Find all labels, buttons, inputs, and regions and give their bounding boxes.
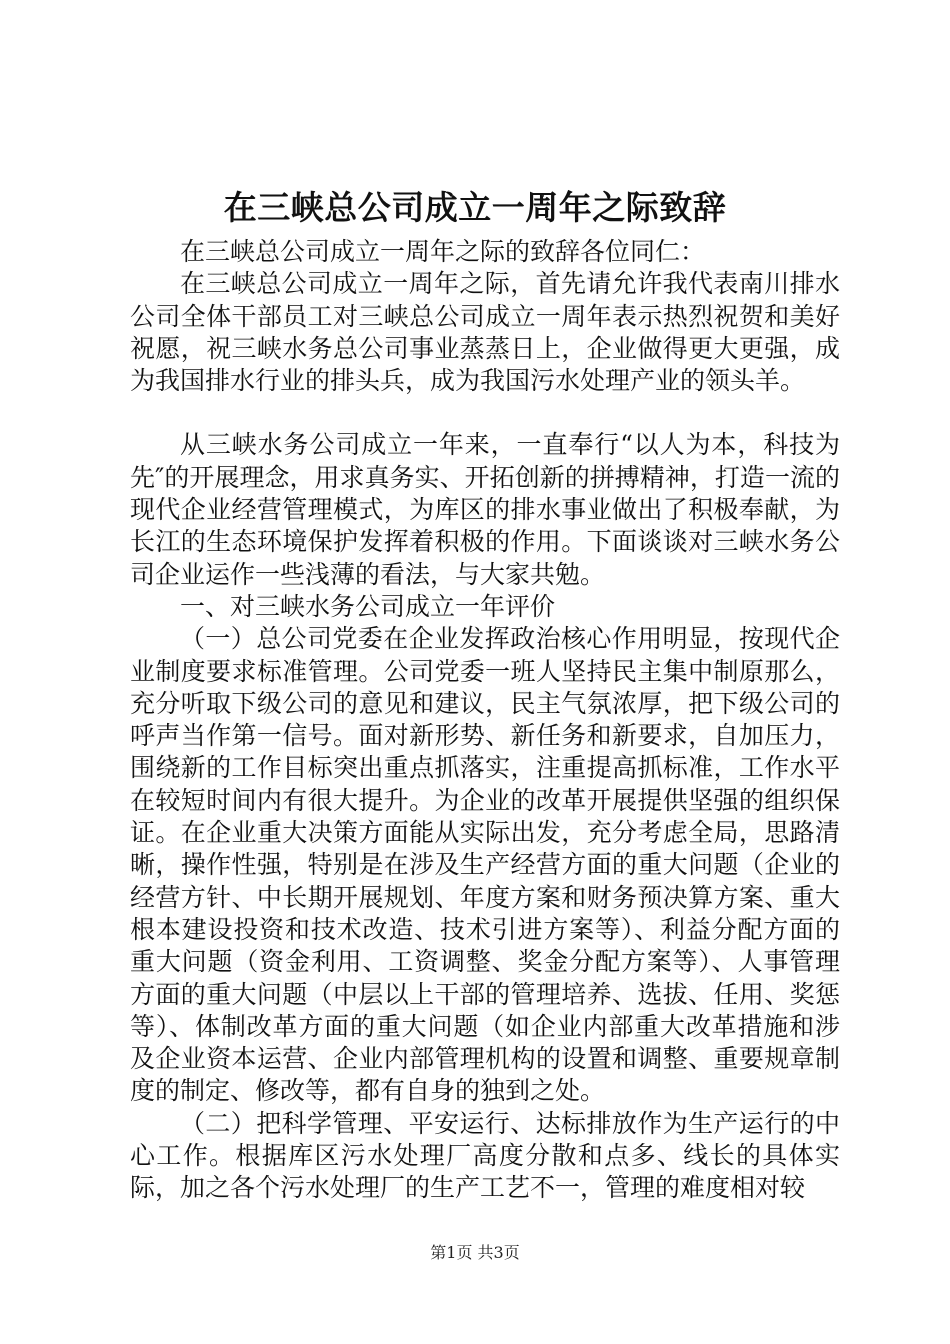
document-body xyxy=(130,236,840,1205)
congratulation-paragraph: 在三峡总公司成立一周年之际，首先请允许我代表南川排水公司全体干部员工对三峡总公司成立一周年表示热烈祝贺和美好祝愿，祝三峡水务总公司事业蒸蒸日上，企业做得更大更强，成为我国排水行业的排头兵，成为我国污水处理产业的领头羊。 xyxy=(130,269,840,396)
point-one-paragraph: （一）总公司党委在企业发挥政治核心作用明显，按现代企业制度要求标准管理。公司党委一班人坚持民主集中制原那么，充分听取下级公司的意见和建议，民主气氛浓厚，把下级公司的呼声当作第一信号。面对新形势、新任务和新要求，自加压力，围绕新的工作目标突出重点抓落实，注重提高抓标准，工作水平在较短时间内有很大提升。为企业的改革开展提供坚强的组织保证。在企业重大决策方面能从实际出发，充分考虑全局，思路清晰，操作性强，特别是在涉及生产经营方面的重大问题（企业的经营方针、中长期开展规划、年度方案和财务预决算方案、重大根本建设投资和技术改造、技术引进方案等）、利益分配方面的重大问题（资金利用、工资调整、奖金分配方案等）、人事管理方面的重大问题（中层以上干部的管理培养、选拔、任用、奖惩等）、体制改革方面的重大问题（如企业内部重大改革措施和涉及企业资本运营、企业内部管理机构的设置和调整、重要规章制度的制定、修改等，都有自身的独到之处。 xyxy=(130,624,840,1106)
document-title: 在三峡总公司成立一周年之际致辞 xyxy=(223,188,727,227)
point-two-paragraph: （二）把科学管理、平安运行、达标排放作为生产运行的中心工作。根据库区污水处理厂高度分散和点多、线长的具体实际，加之各个污水处理厂的生产工艺不一，管理的难度相对较 xyxy=(130,1108,840,1203)
page-footer: 第1页 共3页 xyxy=(430,1243,520,1262)
section-heading: 一、对三峡水务公司成立一年评价 xyxy=(180,591,556,621)
intro-paragraph: 从三峡水务公司成立一年来，一直奉行“以人为本，科技为先″的开展理念，用求真务实、开拓创新的拼搏精神，打造一流的现代企业经营管理模式，为库区的排水事业做出了积极奉献，为长江的生态环境保护发挥着积极的作用。下面谈谈对三峡水务公司企业运作一些浅薄的看法，与大家共勉。 xyxy=(130,430,840,589)
salutation-paragraph: 在三峡总公司成立一周年之际的致辞各位同仁： xyxy=(180,237,706,266)
